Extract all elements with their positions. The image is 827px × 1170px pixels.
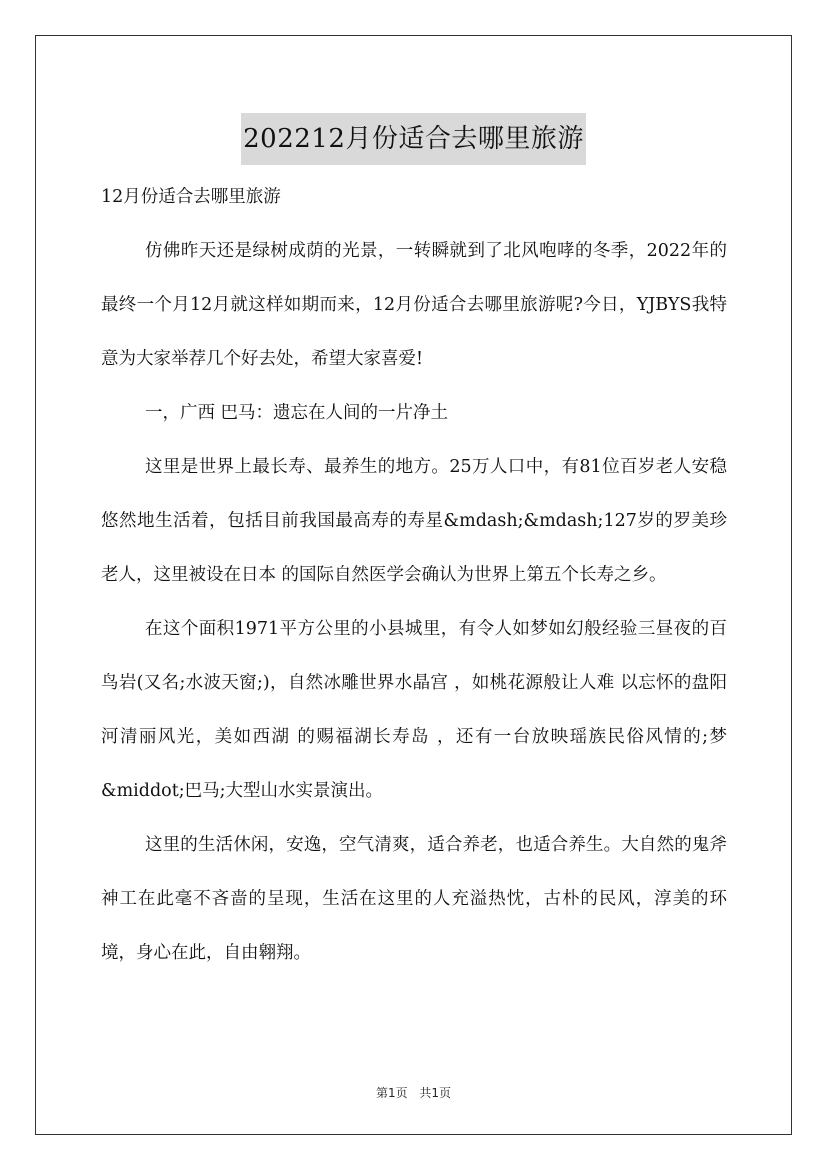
paragraph-intro: 仿佛昨天还是绿树成荫的光景，一转瞬就到了北风咆哮的冬季，2022年的最终一个月12月就这样如期而来，12月份适合去哪里旅游呢?今日，YJBYS我特意为大家举荐几个好去处，希望大家喜爱! (101, 241, 727, 369)
paragraph-lifestyle: 这里的生活休闲，安逸，空气清爽，适合养老，也适合养生。大自然的鬼斧神工在此毫不吝啬的呈现，生活在这里的人充溢热忱，古朴的民风，淳美的环境，身心在此，自由翱翔。 (101, 835, 727, 963)
paragraph-longevity: 这里是世界上最长寿、最养生的地方。25万人口中，有81位百岁老人安稳悠然地生活着，包括目前我国最高寿的寿星&mdash;&mdash;127岁的罗美珍老人，这里被设在日本 的国际自然医学会确认为世界上第五个长寿之乡。 (101, 457, 727, 585)
section-heading-bama: 一，广西 巴马：遗忘在人间的一片净土 (145, 403, 449, 423)
page-number: 第1页 (375, 1086, 408, 1100)
paragraph-attractions: 在这个面积1971平方公里的小县城里，有令人如梦如幻般经验三昼夜的百鸟岩(又名;水波天窗;)，自然冰雕世界水晶宫 ，如桃花源般让人难 以忘怀的盘阳河清丽风光，美如西湖 的赐福湖长寿岛 ，还有一台放映瑶族民俗风情的;梦&middot;巴马;大型山水实景演出。 (101, 619, 727, 801)
page-total: 共1页 (419, 1086, 452, 1100)
page-footer (0, 1084, 827, 1101)
document-title: 202212月份适合去哪里旅游 (241, 113, 586, 165)
paragraph-subtitle: 12月份适合去哪里旅游 (101, 187, 281, 207)
document-body (101, 170, 727, 980)
